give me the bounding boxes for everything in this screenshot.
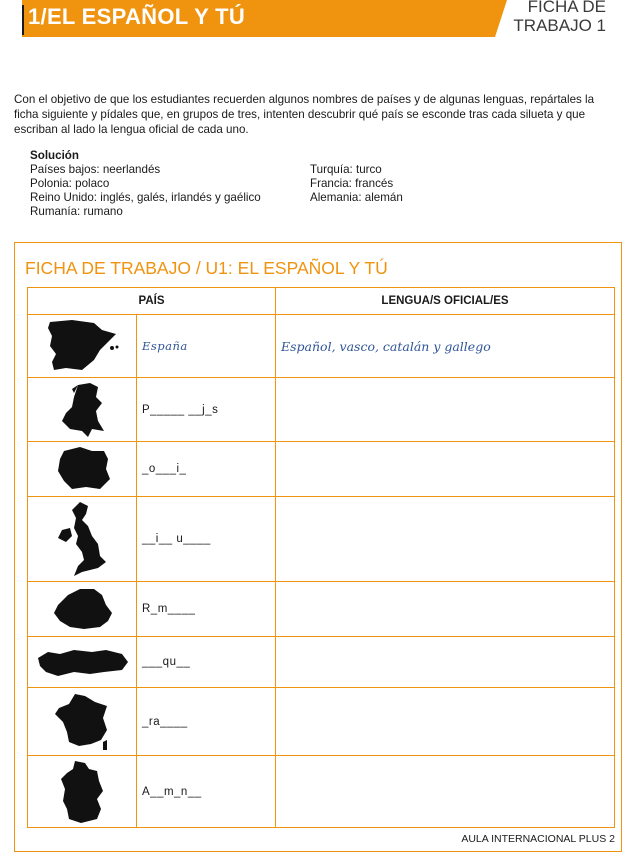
column-header-language: LENGUA/S OFICIAL/ES (276, 288, 615, 315)
worksheet-table (27, 287, 615, 828)
header-bar-notch (495, 0, 507, 37)
germany-silhouette-icon (55, 759, 109, 825)
language-blank[interactable] (276, 497, 615, 582)
solution-item: Turquía: turco (310, 163, 382, 176)
solution-block (30, 149, 590, 219)
country-clue-netherlands: P_____ __j_s (137, 378, 276, 442)
header-marker (22, 5, 24, 35)
language-blank[interactable] (276, 442, 615, 497)
solution-title: Solución (30, 149, 79, 162)
language-blank[interactable] (276, 378, 615, 442)
turkey-silhouette-icon (34, 644, 130, 680)
column-header-country: PAÍS (28, 288, 276, 315)
table-row (28, 756, 615, 828)
worksheet-title: FICHA DE TRABAJO / U1: EL ESPAÑOL Y TÚ (25, 258, 388, 278)
worksheet-label (513, 0, 606, 35)
footer-text: AULA INTERNACIONAL PLUS 2 (461, 833, 615, 845)
table-row (28, 637, 615, 688)
language-blank[interactable] (276, 637, 615, 688)
table-row (28, 378, 615, 442)
worksheet-panel (14, 242, 622, 852)
intro-text: Con el objetivo de que los estudiantes recuerden algunos nombres de países y de algunas lenguas, repártales la ficha siguiente y pídales que, en grupos de tres, intenten descubrir qué país se esconde tras cada silueta y que escriban al lado la lengua oficial de cada uno. (14, 93, 595, 136)
language-blank[interactable] (276, 688, 615, 756)
solution-right-column (310, 163, 590, 219)
romania-silhouette-icon (50, 585, 114, 633)
country-answer-spain: España (137, 315, 276, 378)
language-blank[interactable] (276, 756, 615, 828)
country-clue-france: _ra____ (137, 688, 276, 756)
worksheet-label-line2: TRABAJO 1 (513, 16, 606, 35)
country-clue-poland: _o___i_ (137, 442, 276, 497)
poland-silhouette-icon (52, 445, 112, 493)
country-clue-germany: A__m_n__ (137, 756, 276, 828)
language-answer-spain: Español, vasco, catalán y gallego (276, 315, 615, 378)
solution-left-column (30, 163, 310, 219)
france-silhouette-icon (51, 692, 113, 752)
table-row (28, 688, 615, 756)
language-blank[interactable] (276, 582, 615, 637)
worksheet-label-line1: FICHA DE (527, 0, 606, 16)
table-row (28, 582, 615, 637)
solution-item: Rumanía: rumano (30, 205, 123, 218)
country-clue-united-kingdom: __i__ u____ (137, 497, 276, 582)
page-title: 1/EL ESPAÑOL Y TÚ (28, 4, 246, 29)
country-clue-turkey: ___qu__ (137, 637, 276, 688)
table-row (28, 442, 615, 497)
solution-item: Alemania: alemán (310, 191, 403, 204)
page-header (0, 0, 640, 40)
solution-item: Reino Unido: inglés, galés, irlandés y gaélico (30, 191, 261, 204)
country-clue-romania: R_m____ (137, 582, 276, 637)
solution-item: Polonia: polaco (30, 177, 110, 190)
solution-item: Países bajos: neerlandés (30, 163, 161, 176)
table-row (28, 497, 615, 582)
netherlands-silhouette-icon (52, 381, 112, 439)
table-row (28, 315, 615, 378)
spain-silhouette-icon (42, 318, 122, 374)
solution-item: Francia: francés (310, 177, 394, 190)
united-kingdom-silhouette-icon (52, 500, 112, 578)
